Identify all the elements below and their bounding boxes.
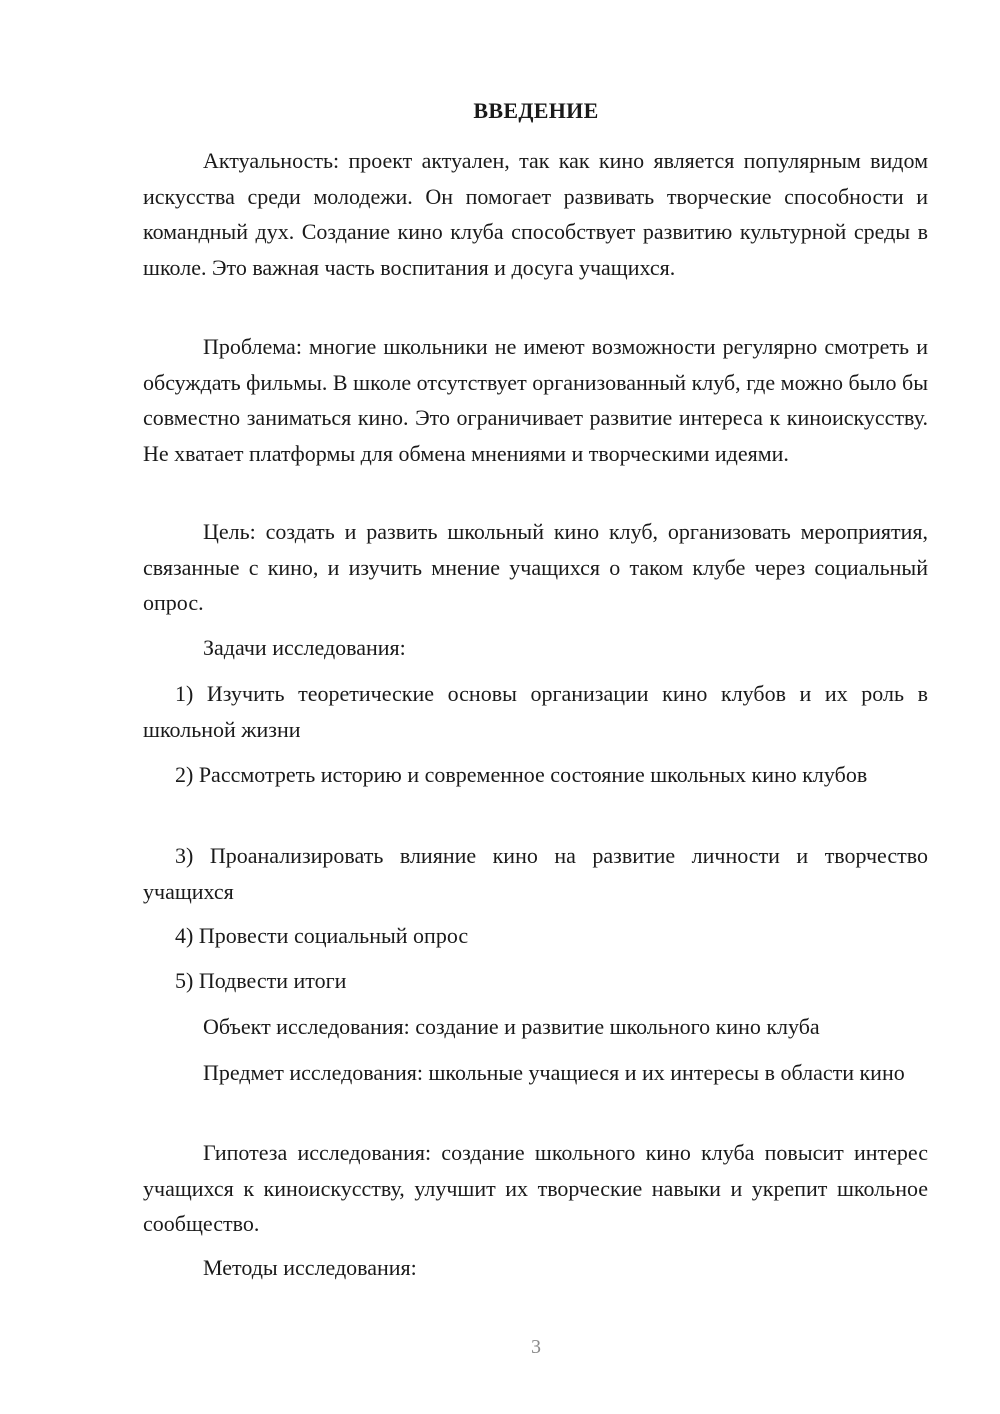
section-heading: ВВЕДЕНИЕ [473, 98, 599, 123]
tasks-heading: Задачи исследования: [203, 635, 406, 660]
subject-paragraph: Предмет исследования: школьные учащиеся и их интересы в области кино [203, 1060, 905, 1085]
object-paragraph: Объект исследования: создание и развитие школьного кино клуба [203, 1014, 820, 1039]
goal-paragraph: Цель: создать и развить школьный кино клуб, организовать мероприятия, связанные с кино, и изучить мнение учащихся о таком клубе через социальный опрос. [143, 519, 928, 615]
page-number: 3 [531, 1336, 541, 1358]
task-item-3: 3) Проанализировать влияние кино на развитие личности и творчество учащихся [143, 843, 928, 904]
task-item-5: 5) Подвести итоги [175, 968, 347, 993]
relevance-paragraph: Актуальность: проект актуален, так как кино является популярным видом искусства среди молодежи. Он помогает развивать творческие способности и командный дух. Создание кино клуба способствует развитию культурной среды в школе. Это важная часть воспитания и досуга учащихся. [143, 148, 928, 280]
task-item-2: 2) Рассмотреть историю и современное состояние школьных кино клубов [175, 762, 868, 787]
problem-paragraph: Проблема: многие школьники не имеют возможности регулярно смотреть и обсуждать фильмы. В школе отсутствует организованный клуб, где можно было бы совместно заниматься кино. Это ограничивает развитие интереса к киноискусству. Не хватает платформы для обмена мнениями и творческими идеями. [143, 334, 928, 466]
methods-heading: Методы исследования: [203, 1255, 417, 1280]
task-item-4: 4) Провести социальный опрос [175, 923, 469, 948]
task-item-1: 1) Изучить теоретические основы организации кино клубов и их роль в школьной жизни [143, 681, 928, 742]
hypothesis-paragraph: Гипотеза исследования: создание школьного кино клуба повысит интерес учащихся к киноискусству, улучшит их творческие навыки и укрепит школьное сообщество. [143, 1140, 928, 1236]
